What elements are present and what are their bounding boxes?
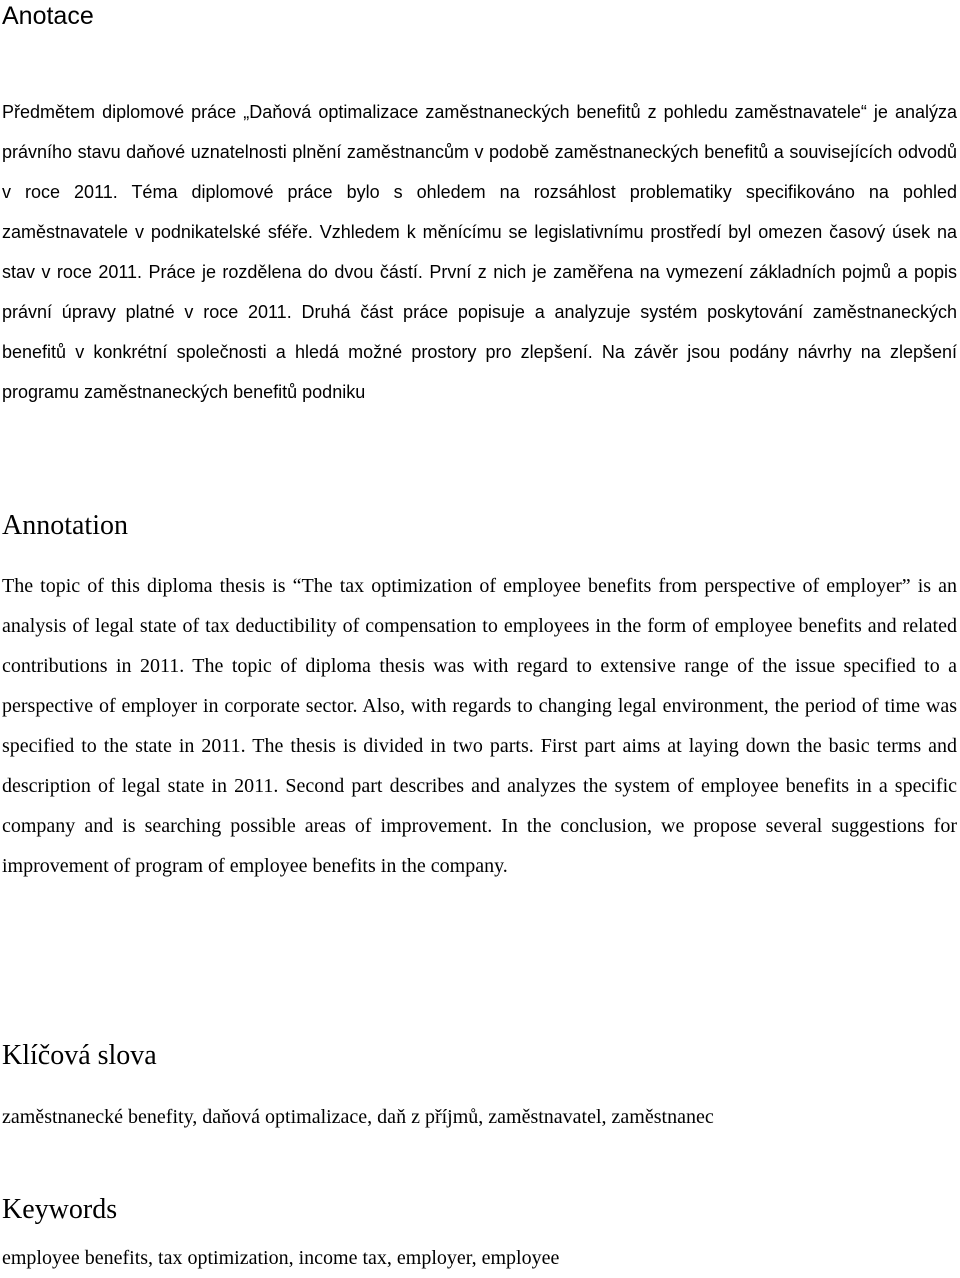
keywords-section (2, 1238, 957, 1278)
klicova-slova-heading: Klíčová slova (2, 1040, 157, 1071)
keywords-text: employee benefits, tax optimization, income tax, employer, employee (2, 1247, 560, 1269)
annotation-section (2, 566, 957, 886)
annotation-heading-section (2, 510, 957, 542)
anotace-section (2, 92, 957, 412)
anotace-heading-section (2, 0, 957, 32)
annotation-heading: Annotation (2, 510, 128, 541)
keywords-heading: Keywords (2, 1194, 118, 1225)
klicova-slova-section (2, 1097, 957, 1137)
anotace-heading: Anotace (2, 2, 94, 30)
annotation-paragraph: The topic of this diploma thesis is “The tax optimization of employee benefits from perspective of employer” is an analysis of legal state of tax deductibility of compensation to employees in the form of employee benefits and related contributions in 2011. The topic of diploma thesis was with regard to extensive range of the issue specified to a perspective of employer in corporate sector. Also, with regards to changing legal environment, the period of time was specified to the state in 2011. The thesis is divided in two parts. First part aims at laying down the basic terms and description of legal state in 2011. Second part describes and analyzes the system of employee benefits in a specific company and is searching possible areas of improvement. In the conclusion, we propose several suggestions for improvement of program of employee benefits in the company. (2, 575, 957, 877)
klicova-slova-heading-section (2, 1040, 957, 1072)
klicova-slova-text: zaměstnanecké benefity, daňová optimalizace, daň z příjmů, zaměstnavatel, zaměstnanec (2, 1106, 714, 1128)
keywords-heading-section (2, 1194, 957, 1226)
anotace-paragraph: Předmětem diplomové práce „Daňová optimalizace zaměstnaneckých benefitů z pohledu zaměstnavatele“ je analýza právního stavu daňové uznatelnosti plnění zaměstnancům v podobě zaměstnaneckých benefitů a souvisejících odvodů v roce 2011. Téma diplomové práce bylo s ohledem na rozsáhlost problematiky specifikováno na pohled zaměstnavatele v podnikatelské sféře. Vzhledem k měnícímu se legislativnímu prostředí byl omezen časový úsek na stav v roce 2011. Práce je rozdělena do dvou částí. První z nich je zaměřena na vymezení základních pojmů a popis právní úpravy platné v roce 2011. Druhá část práce popisuje a analyzuje systém poskytování zaměstnaneckých benefitů v konkrétní společnosti a hledá možné prostory pro zlepšení. Na závěr jsou podány návrhy na zlepšení programu zaměstnaneckých benefitů podniku (2, 102, 957, 402)
